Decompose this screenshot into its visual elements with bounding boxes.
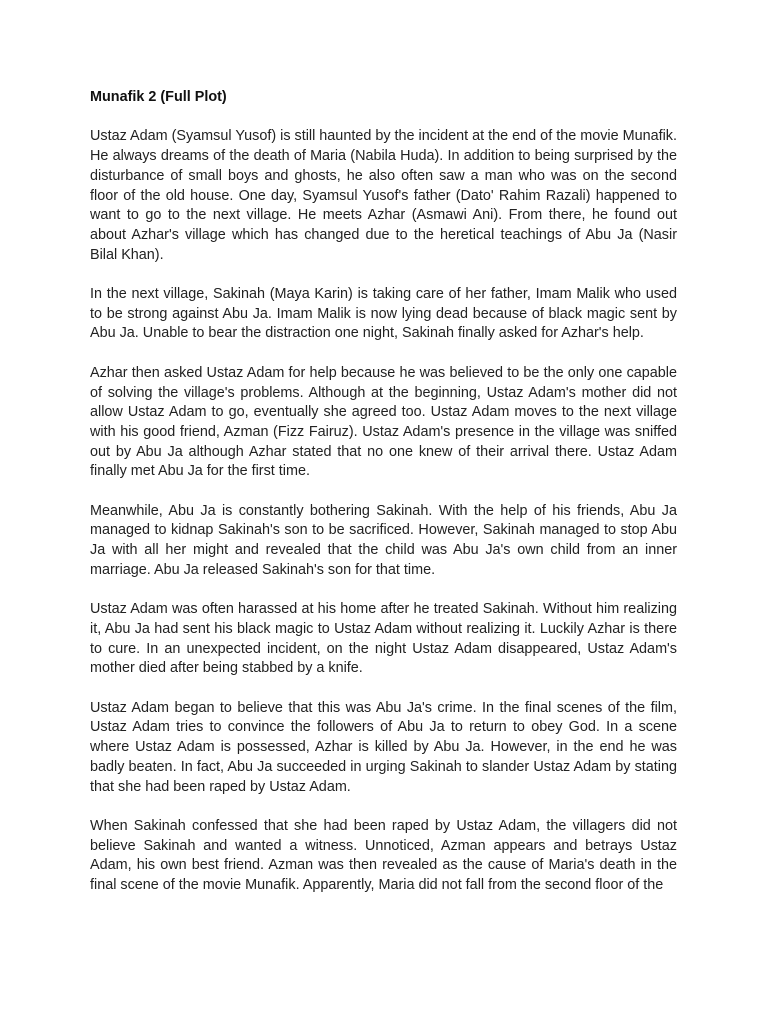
paragraph-1: Ustaz Adam (Syamsul Yusof) is still haunted by the incident at the end of the movie Munafik. He always dreams of the death of Maria (Nabila Huda). In addition to being surprised by the disturbance of small boys and ghosts, he also often saw a man who was on the second floor of the old house. One day, Syamsul Yusof's father (Dato' Rahim Razali) happened to want to go to the next village. He meets Azhar (Asmawi Ani). From there, he found out about Azhar's village which has changed due to the heretical teachings of Abu Ja (Nasir Bilal Khan). [90,128,677,263]
paragraph-2: In the next village, Sakinah (Maya Karin) is taking care of her father, Imam Malik who used to be strong against Abu Ja. Imam Malik is now lying dead because of black magic sent by Abu Ja. Unable to bear the distraction one night, Sakinah finally asked for Azhar's help. [90,286,677,342]
paragraph-6: Ustaz Adam began to believe that this was Abu Ja's crime. In the final scenes of the film, Ustaz Adam tries to convince the followers of Abu Ja to return to obey God. In a scene where Ustaz Adam is possessed, Azhar is killed by Abu Ja. However, in the end he was badly beaten. In fact, Abu Ja succeeded in urging Sakinah to slander Ustaz Adam by stating that she had been raped by Ustaz Adam. [90,699,677,795]
paragraph-7: When Sakinah confessed that she had been raped by Ustaz Adam, the villagers did not believe Sakinah and wanted a witness. Unnoticed, Azman appears and betrays Ustaz Adam, his own best friend. Azman was then revealed as the cause of Maria's death in the final scene of the movie Munafik. Apparently, Maria did not fall from the second floor of the [90,817,677,894]
paragraph-4: Meanwhile, Abu Ja is constantly bothering Sakinah. With the help of his friends, Abu Ja managed to kidnap Sakinah's son to be sacrificed. However, Sakinah managed to stop Abu Ja with all her might and revealed that the child was Abu Ja's own child from an inner marriage. Abu Ja released Sakinah's son for that time. [90,502,677,578]
document-title: Munafik 2 (Full Plot) [90,89,227,105]
paragraph-5: Ustaz Adam was often harassed at his home after he treated Sakinah. Without him realizing it, Abu Ja had sent his black magic to Ustaz Adam without realizing it. Luckily Azhar is there to cure. In an unexpected incident, on the night Ustaz Adam disappeared, Ustaz Adam's mother died after being stabbed by a knife. [90,601,677,677]
paragraph-3: Azhar then asked Ustaz Adam for help because he was believed to be the only one capable of solving the village's problems. Although at the beginning, Ustaz Adam's mother did not allow Ustaz Adam to go, eventually she agreed too. Ustaz Adam moves to the next village with his good friend, Azman (Fizz Fairuz). Ustaz Adam's presence in the village was sniffed out by Abu Ja although Azhar stated that no one knew of their arrival there. Ustaz Adam finally met Abu Ja for the first time. [90,364,677,480]
document-page [90,88,677,1024]
